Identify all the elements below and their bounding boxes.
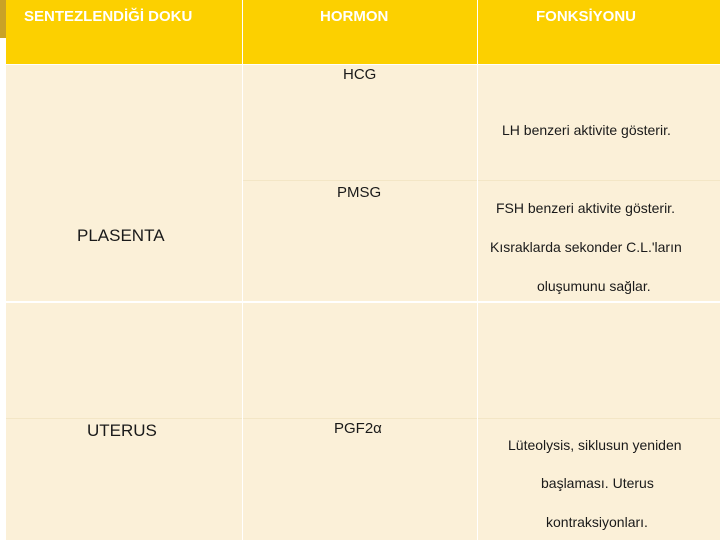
hormone-hcg: HCG xyxy=(343,66,377,83)
inner-divider-3 xyxy=(478,180,720,181)
row-divider xyxy=(6,301,720,303)
function-luteolysis-line1: Lüteolysis, siklusun yeniden xyxy=(508,437,682,453)
function-fsh: FSH benzeri aktivite gösterir. xyxy=(496,200,675,216)
header-tissue: SENTEZLENDİĞİ DOKU xyxy=(24,8,193,25)
inner-divider-1 xyxy=(6,418,242,419)
function-luteolysis-line2: başlaması. Uterus xyxy=(541,475,654,491)
hormone-pmsg: PMSG xyxy=(337,184,382,201)
function-kisrak-line1: Kısraklarda sekonder C.L.'ların xyxy=(490,239,682,255)
plasenta-function-cell xyxy=(478,65,720,301)
plasenta-tissue-cell xyxy=(6,65,242,301)
header-hormone: HORMON xyxy=(320,8,389,25)
header-function: FONKSİYONU xyxy=(536,8,637,25)
plasenta-hormone-cell xyxy=(243,65,477,301)
hormone-pgf2a: PGF2α xyxy=(334,420,382,437)
inner-divider-5 xyxy=(478,418,720,419)
function-luteolysis-line3: kontraksiyonları. xyxy=(546,514,648,530)
inner-divider-2 xyxy=(243,180,477,181)
uterus-function-cell xyxy=(478,302,720,540)
tissue-uterus: UTERUS xyxy=(87,421,157,440)
function-lh: LH benzeri aktivite gösterir. xyxy=(502,122,671,138)
tissue-plasenta: PLASENTA xyxy=(77,226,165,245)
function-kisrak-line2: oluşumunu sağlar. xyxy=(537,278,651,294)
inner-divider-4 xyxy=(243,418,477,419)
